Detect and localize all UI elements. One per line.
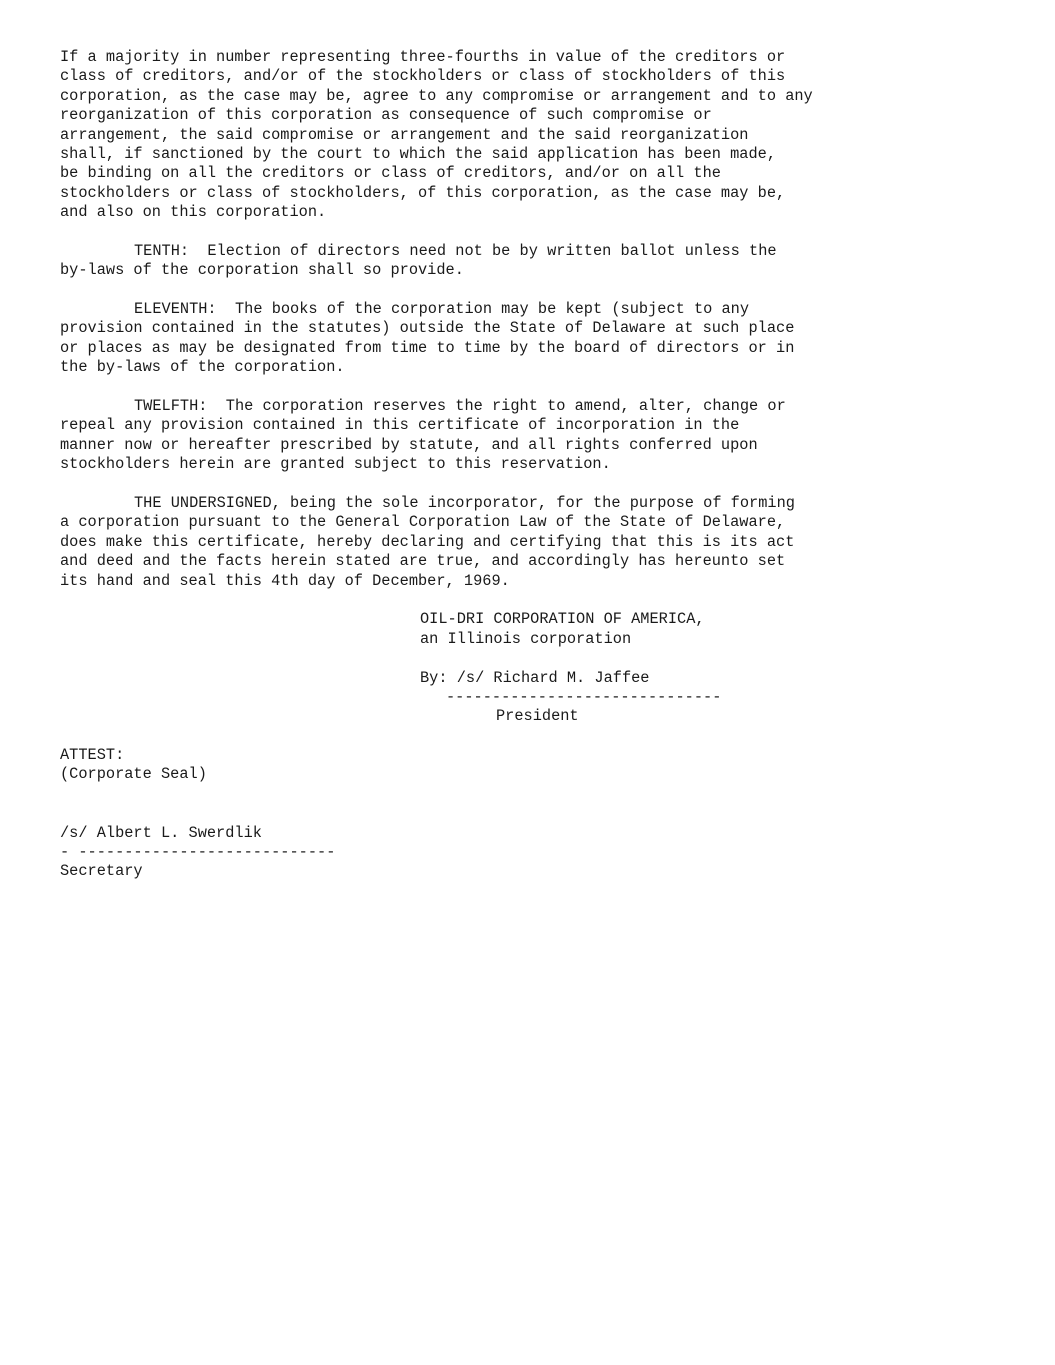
text-line: TENTH: Election of directors need not be by written ballot unless the <box>134 241 777 260</box>
attest-title: Secretary <box>60 862 143 881</box>
text-line: be binding on all the creditors or class of creditors, and/or on all the <box>60 164 721 183</box>
text-line: does make this certificate, hereby declaring and certifying that this is its act <box>60 532 795 551</box>
signer-title: President <box>496 707 579 726</box>
text-line: by-laws of the corporation shall so provide. <box>60 261 464 280</box>
document-page <box>60 48 1020 882</box>
text-line: ELEVENTH: The books of the corporation may be kept (subject to any <box>134 300 750 319</box>
text-line: class of creditors, and/or of the stockholders or class of stockholders of this <box>60 67 786 86</box>
paragraph-twelfth <box>60 397 1020 475</box>
signature-rule: ------------------------------ <box>446 687 722 706</box>
text-line: stockholders herein are granted subject to this reservation. <box>60 455 611 474</box>
paragraph-undersigned <box>60 494 1020 591</box>
text-line: a corporation pursuant to the General Corporation Law of the State of Delaware, <box>60 513 786 532</box>
paragraph-tenth <box>60 242 1020 281</box>
attest-block <box>60 746 1020 882</box>
attest-rule: - ---------------------------- <box>60 843 336 862</box>
signer-by-line: By: /s/ Richard M. Jaffee <box>420 668 650 687</box>
text-line: and deed and the facts herein stated are true, and accordingly has hereunto set <box>60 552 786 571</box>
text-line: If a majority in number representing three-fourths in value of the creditors or <box>60 48 786 66</box>
text-line: and also on this corporation. <box>60 203 327 222</box>
paragraph-ninth-continuation <box>60 48 1020 223</box>
signature-block <box>60 610 1020 726</box>
attest-label: ATTEST: <box>60 746 125 765</box>
text-line: shall, if sanctioned by the court to which the said application has been made, <box>60 144 777 163</box>
text-line: its hand and seal this 4th day of December, 1969. <box>60 571 510 590</box>
paragraph-eleventh <box>60 300 1020 378</box>
text-line: repeal any provision contained in this certificate of incorporation in the <box>60 416 740 435</box>
text-line: provision contained in the statutes) outside the State of Delaware at such place <box>60 319 795 338</box>
text-line: TWELFTH: The corporation reserves the right to amend, alter, change or <box>134 397 786 416</box>
text-line: stockholders or class of stockholders, of this corporation, as the case may be, <box>60 183 786 202</box>
corporate-seal-label: (Corporate Seal) <box>60 765 207 784</box>
text-line: reorganization of this corporation as consequence of such compromise or <box>60 106 712 125</box>
text-line: corporation, as the case may be, agree to any compromise or arrangement and to any <box>60 86 813 105</box>
text-line: arrangement, the said compromise or arrangement and the said reorganization <box>60 125 749 144</box>
text-line: or places as may be designated from time to time by the board of directors or in <box>60 338 795 357</box>
company-name: OIL-DRI CORPORATION OF AMERICA, <box>420 610 705 629</box>
text-line: THE UNDERSIGNED, being the sole incorporator, for the purpose of forming <box>134 493 795 512</box>
company-description: an Illinois corporation <box>420 629 632 648</box>
attest-signer: /s/ Albert L. Swerdlik <box>60 823 262 842</box>
text-line: manner now or hereafter prescribed by statute, and all rights conferred upon <box>60 435 758 454</box>
text-line: the by-laws of the corporation. <box>60 358 345 377</box>
